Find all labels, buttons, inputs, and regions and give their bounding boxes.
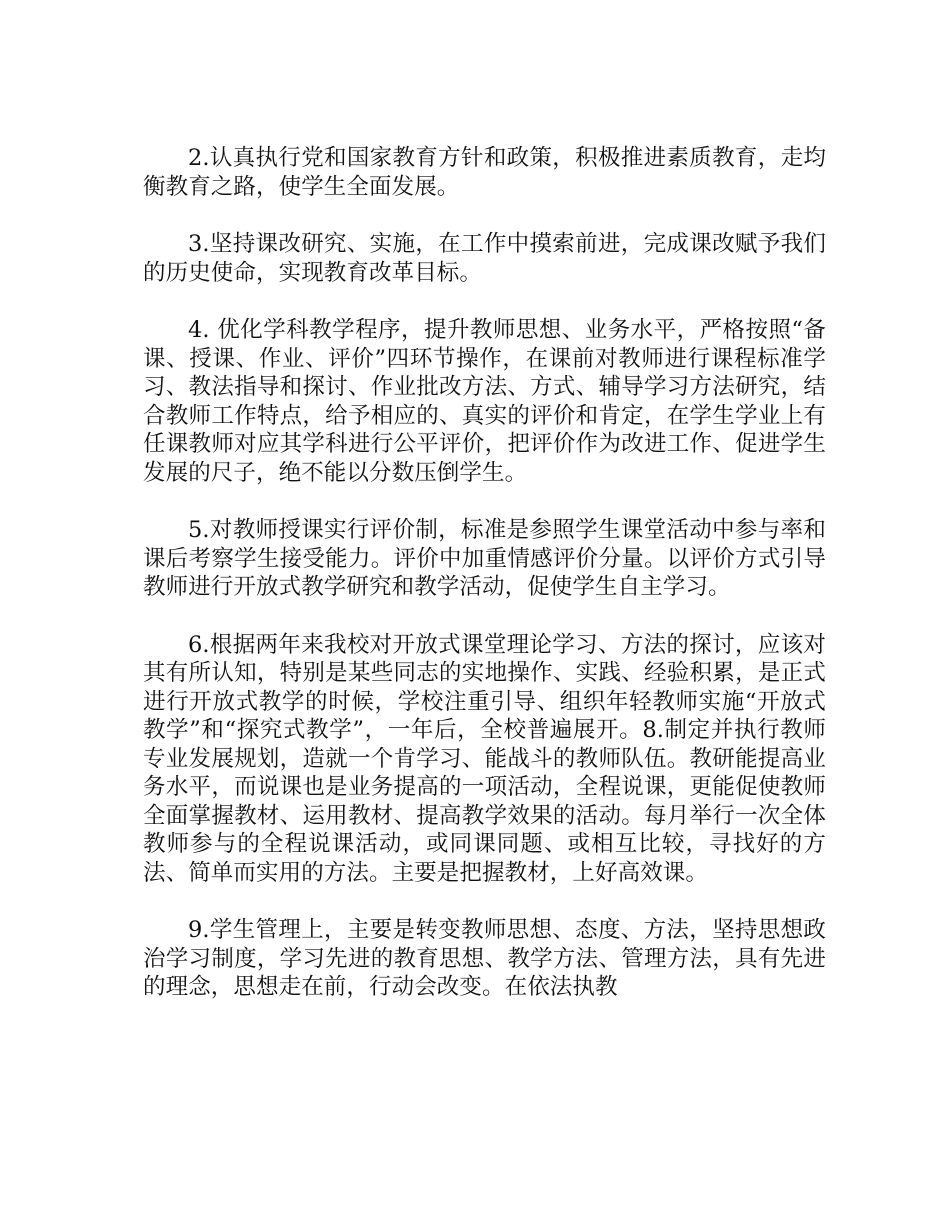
paragraph-item-4: 4. 优化学科教学程序，提升教师思想、业务水平，严格按照“备课、授课、作业、评价”四环节操作，在课前对教师进行课程标准学习、教法指导和探讨、作业批改方法、方式、辅导学习方法研究，结合教师工作特点，给予相应的、真实的评价和肯定，在学生学业上有任课教师对应其学科进行公平评价，把评价作为改进工作、促进学生发展的尺子，绝不能以分数压倒学生。 xyxy=(143,317,826,486)
paragraph-item-5: 5.对教师授课实行评价制，标准是参照学生课堂活动中参与率和课后考察学生接受能力。评价中加重情感评价分量。以评价方式引导教师进行开放式教学研究和教学活动，促使学生自主学习。 xyxy=(143,517,826,600)
paragraph-item-3: 3.坚持课改研究、实施，在工作中摸索前进，完成课改赋予我们的历史使命，实现教育改革目标。 xyxy=(143,231,826,286)
document-body xyxy=(143,144,826,1031)
paragraph-item-2: 2.认真执行党和国家教育方针和政策，积极推进素质教育，走均衡教育之路，使学生全面发展。 xyxy=(143,145,826,200)
paragraph-item-9: 9.学生管理上，主要是转变教师思想、态度、方法，坚持思想政治学习制度，学习先进的教育思想、教学方法、管理方法，具有先进的理念，思想走在前，行动会改变。在依法执教 xyxy=(143,917,826,1000)
paragraph-item-6-8: 6.根据两年来我校对开放式课堂理论学习、方法的探讨，应该对其有所认知，特别是某些同志的实地操作、实践、经验积累，是正式进行开放式教学的时候，学校注重引导、组织年轻教师实施“开放式教学”和“探究式教学”，一年后，全校普遍展开。8.制定并执行教师专业发展规划，造就一个肯学习、能战斗的教师队伍。教研能提高业务水平，而说课也是业务提高的一项活动，全程说课，更能促使教师全面掌握教材、运用教材、提高教学效果的活动。每月举行一次全体教师参与的全程说课活动，或同课同题、或相互比较，寻找好的方法、简单而实用的方法。主要是把握教材，上好高效课。 xyxy=(143,631,826,886)
